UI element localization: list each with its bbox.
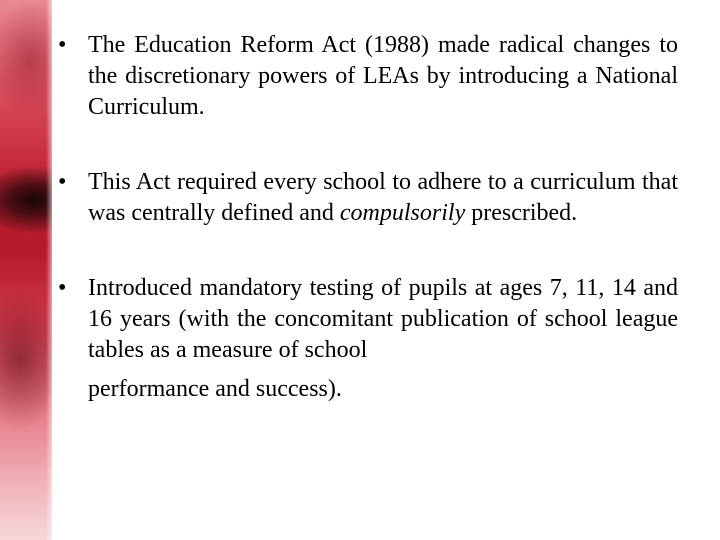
bullet-list [58, 30, 678, 405]
bullet-text: The Education Reform Act (1988) made radical changes to the discretionary powers of LEAs by introducing a National Curriculum. [88, 32, 678, 120]
bullet-text-end: prescribed. [465, 200, 578, 226]
bullet-icon: • [58, 169, 67, 195]
bullet-text: This Act required every school to adhere to a curriculum that was centrally defined and [88, 169, 678, 226]
bullet-item-curriculum-requirement [58, 167, 678, 229]
bullet-text: Introduced mandatory testing of pupils at ages 7, 11, 14 and 16 years (with the concomitant publication of school league tables as a measure of school [88, 275, 678, 363]
bullet-emphasis: compulsorily [339, 200, 466, 226]
bullet-text-tail: performance and success). [88, 376, 342, 402]
bullet-item-education-reform-act [58, 30, 678, 123]
bullet-icon: • [58, 32, 67, 58]
bullet-icon: • [58, 275, 67, 301]
bullet-item-mandatory-testing [58, 273, 678, 405]
decorative-side-strip [0, 0, 52, 540]
